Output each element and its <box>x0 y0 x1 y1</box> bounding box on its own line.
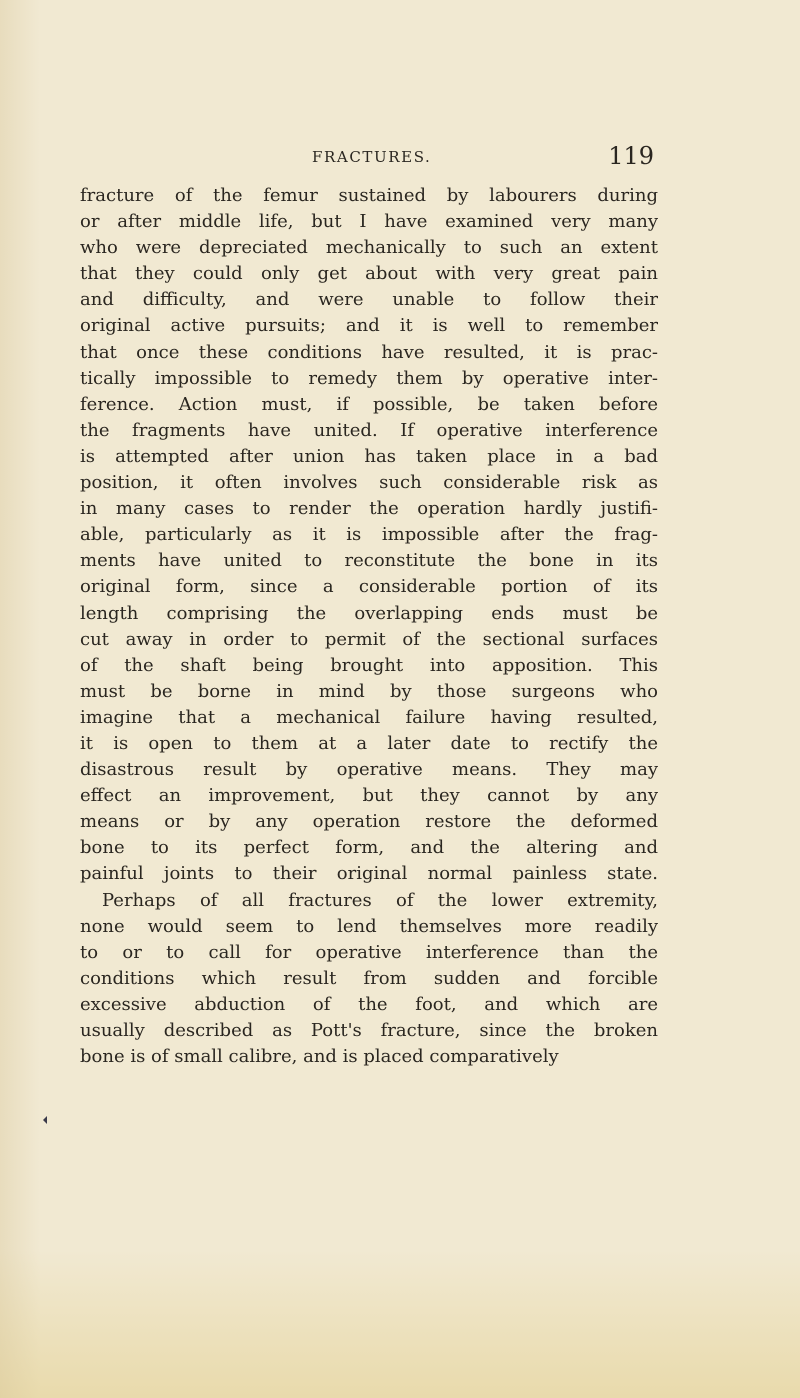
running-head: FRACTURES. <box>312 148 432 166</box>
page-header <box>312 142 654 178</box>
text-line: tically impossible to remedy them by operative inter- <box>80 367 658 389</box>
text-line: the fragments have united. If operative interference <box>80 419 658 441</box>
margin-mark <box>43 1116 47 1124</box>
text-line: it is open to them at a later date to rectify the <box>80 732 658 754</box>
text-line: means or by any operation restore the deformed <box>80 811 658 833</box>
text-line: able, particularly as it is impossible after the frag- <box>80 524 658 546</box>
page-number: 119 <box>608 142 654 170</box>
text-line: of the shaft being brought into apposition. This <box>80 654 658 676</box>
text-line: cut away in order to permit of the sectional surfaces <box>80 628 658 650</box>
text-line: original form, since a considerable portion of its <box>80 576 658 598</box>
text-line: painful joints to their original normal painless state. <box>80 863 658 885</box>
text-line: is attempted after union has taken place in a bad <box>80 445 658 467</box>
text-line: ference. Action must, if possible, be taken before <box>80 393 658 415</box>
text-line: disastrous result by operative means. They may <box>80 759 658 781</box>
text-line: and difficulty, and were unable to follow their <box>80 289 658 311</box>
text-line: fracture of the femur sustained by labourers during <box>80 185 658 206</box>
text-line: bone is of small calibre, and is placed comparatively <box>80 1046 559 1068</box>
text-line: to or to call for operative interference than the <box>80 941 658 963</box>
text-line: none would seem to lend themselves more readily <box>80 915 658 937</box>
text-line: conditions which result from sudden and forcible <box>80 967 658 989</box>
text-line: ments have united to reconstitute the bone in its <box>80 550 658 572</box>
text-line: position, it often involves such considerable risk as <box>80 472 658 494</box>
text-line: imagine that a mechanical failure having resulted, <box>80 706 658 728</box>
text-line: that they could only get about with very great pain <box>80 263 658 285</box>
text-line: that once these conditions have resulted, it is prac- <box>80 341 658 363</box>
body-text <box>80 183 658 1070</box>
text-line: must be borne in mind by those surgeons who <box>80 680 658 702</box>
text-line: Perhaps of all fractures of the lower extremity, <box>102 889 658 911</box>
text-line: usually described as Pott's fracture, since the broken <box>80 1020 658 1041</box>
text-line: excessive abduction of the foot, and which are <box>80 993 658 1015</box>
text-line: in many cases to render the operation hardly justifi- <box>80 498 658 520</box>
text-line: who were depreciated mechanically to such an extent <box>80 237 658 259</box>
text-line: bone to its perfect form, and the altering and <box>80 837 658 859</box>
text-line: original active pursuits; and it is well to remember <box>80 315 658 337</box>
text-line: length comprising the overlapping ends must be <box>80 602 658 624</box>
text-line: or after middle life, but I have examined very many <box>80 211 658 233</box>
text-line: effect an improvement, but they cannot by any <box>80 785 658 807</box>
